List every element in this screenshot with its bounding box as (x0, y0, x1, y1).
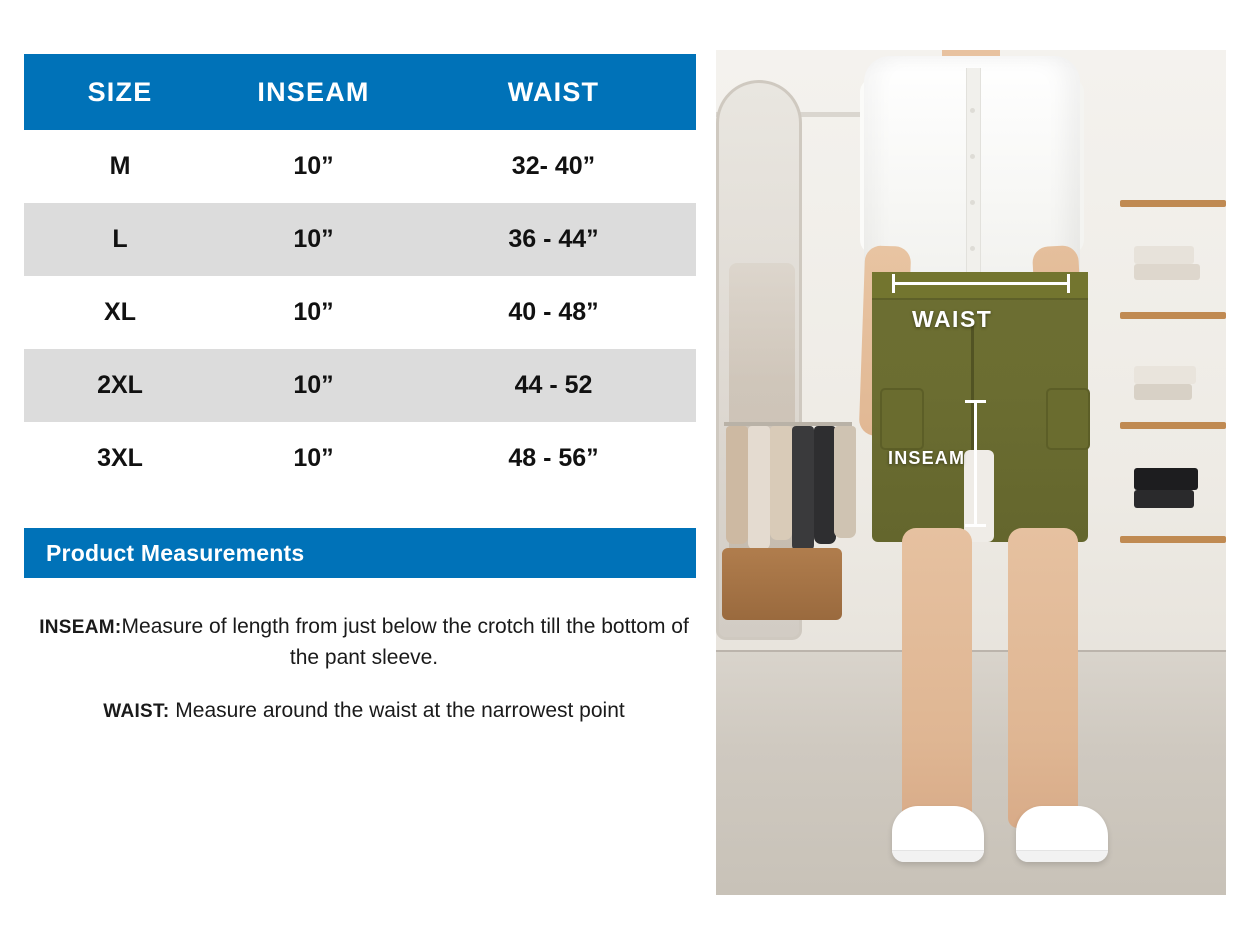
shorts-waistband (872, 272, 1088, 300)
shirt-button (970, 154, 975, 159)
model-figure (716, 50, 1226, 895)
waist-description-text: Measure around the waist at the narrowest point (169, 699, 625, 722)
cell-waist: 48 - 56” (508, 444, 599, 472)
cell-size: L (24, 203, 216, 276)
table-row (24, 130, 696, 203)
size-chart-body (24, 130, 696, 495)
inseam-callout-label: INSEAM (888, 448, 966, 468)
cell-inseam: 10” (293, 152, 334, 180)
table-row (24, 203, 696, 276)
cell-size: XL (104, 298, 136, 326)
cell-size: 2XL (24, 349, 216, 422)
size-chart-table (24, 54, 696, 495)
shirt-placket (966, 68, 981, 290)
cell-inseam: 10” (293, 298, 334, 326)
column-header-waist: WAIST (411, 54, 696, 130)
sneaker-left (892, 806, 984, 862)
waist-callout-label: WAIST (912, 306, 993, 332)
model-leg-left (902, 528, 972, 828)
waist-description (24, 696, 704, 727)
model-leg-right (1008, 528, 1078, 828)
cell-waist: 40 - 48” (508, 298, 599, 326)
shirt-button (970, 108, 975, 113)
table-header-row (24, 54, 696, 130)
inseam-description-text: Measure of length from just below the crotch till the bottom of the pant sleeve. (121, 615, 689, 669)
inseam-description-label: INSEAM: (39, 617, 122, 638)
cell-inseam: 10” (216, 203, 411, 276)
waist-measure-line (892, 282, 1070, 285)
cell-inseam: 10” (216, 349, 411, 422)
cell-waist: 44 - 52 (411, 349, 696, 422)
inseam-description (24, 612, 704, 673)
table-row (24, 422, 696, 495)
cargo-pocket-right (1046, 388, 1090, 450)
sneaker-right (1016, 806, 1108, 862)
waist-description-line (24, 696, 704, 727)
cell-inseam: 10” (293, 444, 334, 472)
product-measurements-title: Product Measurements (46, 539, 305, 566)
shorts-leg-gap (964, 450, 994, 542)
sneaker-sole (1016, 850, 1108, 862)
cargo-pocket-left (880, 388, 924, 450)
sneaker-sole (892, 850, 984, 862)
inseam-description-line (24, 612, 704, 673)
inseam-measure-line (974, 400, 977, 526)
shirt-button (970, 246, 975, 251)
product-measurements-banner (24, 528, 696, 578)
cell-size: M (109, 152, 131, 180)
cell-waist: 32- 40” (511, 152, 596, 180)
table-row (24, 276, 696, 349)
table-row (24, 349, 696, 422)
model-photo (716, 50, 1226, 895)
size-chart-header (24, 54, 696, 130)
cell-size: 3XL (97, 444, 143, 472)
column-header-inseam: INSEAM (216, 54, 411, 130)
shirt-button (970, 200, 975, 205)
waist-description-label: WAIST: (103, 701, 170, 722)
cell-waist: 36 - 44” (411, 203, 696, 276)
column-header-size: SIZE (24, 54, 216, 130)
